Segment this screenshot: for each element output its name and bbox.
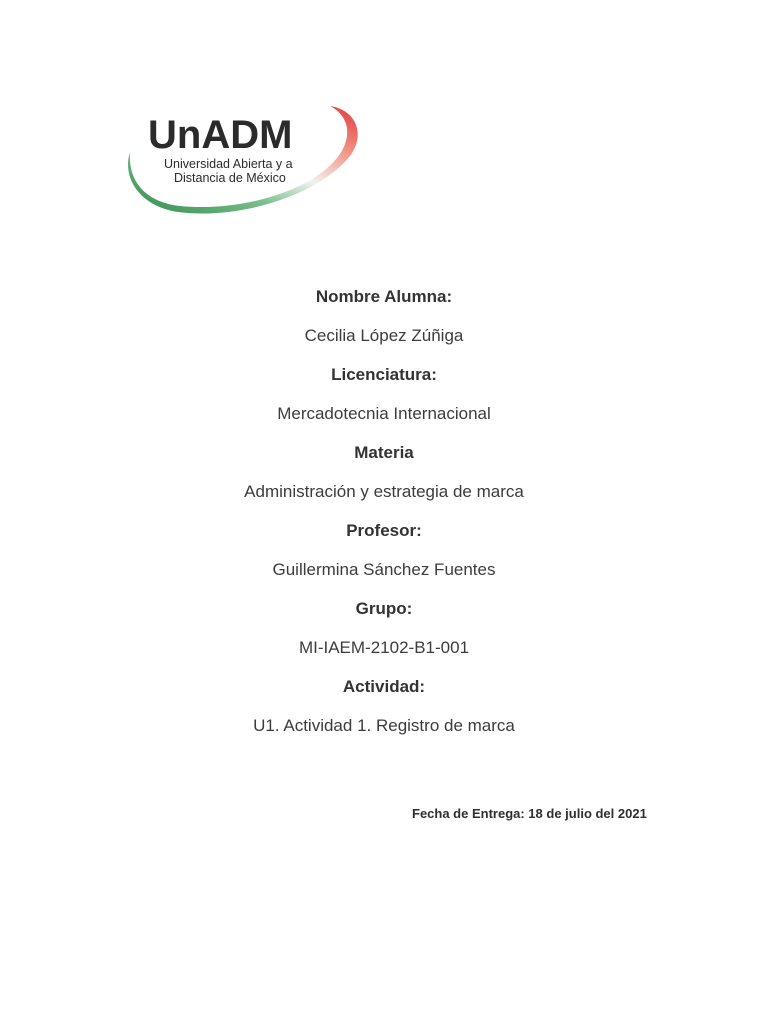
subject-label: Materia: [354, 443, 414, 462]
subject-value: Administración y estrategia de marca: [244, 482, 524, 501]
activity-value: U1. Actividad 1. Registro de marca: [253, 716, 515, 735]
degree-value: Mercadotecnia Internacional: [277, 404, 491, 423]
professor-value: Guillermina Sánchez Fuentes: [272, 560, 496, 579]
group-label: Grupo:: [355, 599, 413, 618]
logo-graphic: [118, 96, 368, 222]
unadm-logo: [118, 96, 368, 222]
student-info: [0, 283, 768, 751]
student-name-label: Nombre Alumna:: [315, 287, 453, 306]
professor-label: Profesor:: [346, 521, 422, 540]
student-name-value: Cecilia López Zúñiga: [304, 326, 464, 345]
group-value: MI-IAEM-2102-B1-001: [298, 638, 470, 657]
due-date: Fecha de Entrega: 18 de julio del 2021: [412, 806, 647, 821]
activity-label: Actividad:: [342, 677, 426, 696]
logo-subtitle-line2: Distancia de México: [174, 171, 286, 185]
logo-wordmark: UnADM: [148, 113, 293, 157]
logo-subtitle-line1: Universidad Abierta y a: [164, 157, 293, 171]
degree-label: Licenciatura:: [331, 365, 437, 384]
